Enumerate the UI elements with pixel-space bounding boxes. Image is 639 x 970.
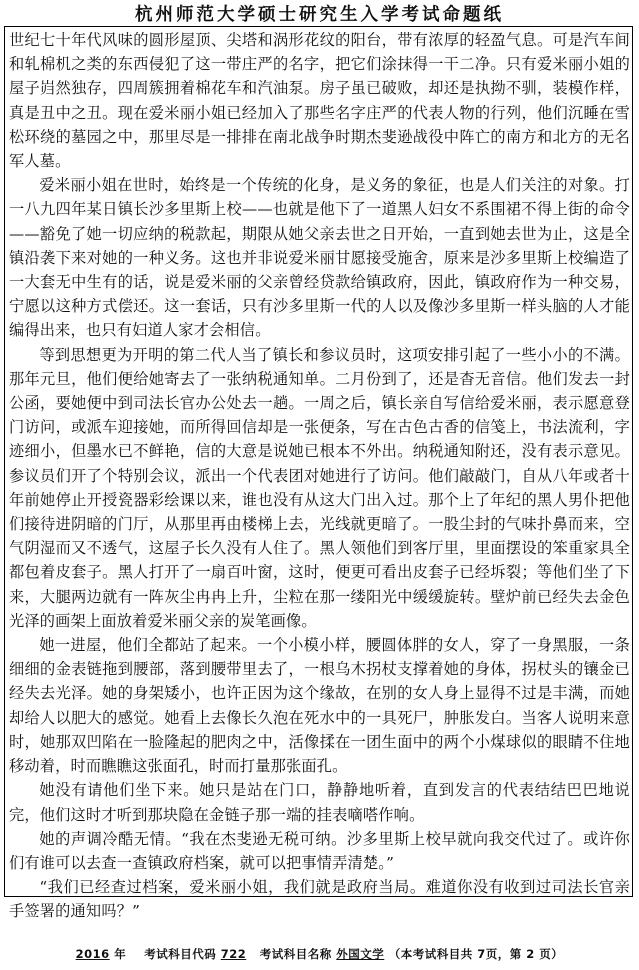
paragraph-2: 爱米丽小姐在世时，始终是一个传统的化身，是义务的象征，也是人们关注的对象。打一八九四年某日镇长沙多里斯上校——也就是他下了一道黑人妇女不系围裙不得上街的命令——豁免了她一切应纳的税款起，期限从她父亲去世之日开始，一直到她去世为止，这是全镇沿袭下来对她的一种义务。这也并非说爱米丽甘愿接受施舍，原来是沙多里斯上校编造了一大套无中生有的话，说是爱米丽的父亲曾经贷款给镇政府，因此，镇政府作为一种交易，宁愿以这种方式偿还。这一套话，只有沙多里斯一代的人以及像沙多里斯一样头脑的人才能编得出来，也只有妇道人家才会相信。 xyxy=(9,176,630,340)
paragraph-5: 她没有请他们坐下来。她只是站在门口，静静地听着，直到发言的代表结结巴巴地说完，他们这时才听到那块隐在金链子那一端的挂表嘀嗒作响。 xyxy=(9,781,630,824)
exam-paper-title: 杭州师范大学硕士研究生入学考试命题纸 xyxy=(135,5,504,25)
paragraph-4: 她一进屋，他们全都站了起来。一个小模小样，腰圆体胖的女人，穿了一身黑服，一条细细的金表链拖到腰部，落到腰带里去了，一根乌木拐杖支撑着她的身体，拐杖头的镶金已经失去光泽。她的身架矮小，也许正因为这个缘故，在别的女人身上显得不过是丰满，而她却给人以肥大的感觉。她看上去像长久泡在死水中的一具死尸，肿胀发白。当客人说明来意时，她那双凹陷在一脸隆起的肥肉之中，活像揉在一团生面中的两个小煤球似的眼睛不住地移动着，时而瞧瞧这张面孔，时而打量那张面孔。 xyxy=(9,636,630,776)
subject-code-label: 考试科目代码 xyxy=(144,947,217,961)
subject-code: 722 xyxy=(220,947,247,961)
paragraph-3: 等到思想更为开明的第二代人当了镇长和参议员时，这项安排引起了一些小小的不满。那年元旦，他们便给她寄去了一张纳税通知单。二月份到了，还是杳无音信。他们发去一封公函，要她便中到司法长官办公处去一趟。一周之后，镇长亲自写信给爱米丽，表示愿意登门访问，或派车迎接她，而所得回信却是一张便条，写在古色古香的信笺上，书法流利，字迹细小，但墨水已不鲜艳，信的大意是说她已根本不外出。纳税通知附还，没有表示意见。参议员们开了个特别会议，派出一个代表团对她进行了访问。他们敲敲门，自从八年或者十年前她停止开授瓷器彩绘课以来，谁也没有从这大门出入过。那个上了年纪的黑人男仆把他们接待进阴暗的门厅，从那里再由楼梯上去，光线就更暗了。一股尘封的气味扑鼻而来，空气阴湿而又不透气，这屋子长久没有人住了。黑人领他们到客厅里，里面摆设的笨重家具全都包着皮套子。黑人打开了一扇百叶窗，这时，便更可看出皮套子已经坼裂；等他们坐了下来，大腿两边就有一阵灰尘冉冉上升，尘粒在那一缕阳光中缓缓旋转。壁炉前已经失去金色光泽的画架上面放着爱米丽父亲的炭笔画像。 xyxy=(9,345,630,630)
paragraph-1: 世纪七十年代风味的圆形屋顶、尖塔和涡形花纹的阳台，带有浓厚的轻盈气息。可是汽车间和轧棉机之类的东西侵犯了这一带庄严的名字，把它们涂抹得一干二净。只有爱米丽小姐的屋子岿然独存，四周簇拥着棉花车和汽油泵。房子虽已破败，却还是执拗不驯，装模作样，真是丑中之丑。现在爱米丽小姐已经加入了那些名字庄严的代表人物的行列，他们沉睡在雪松环绕的墓园之中，那里尽是一排排在南北战争时期杰斐逊战役中阵亡的南方和北方的无名军人墓。 xyxy=(9,31,630,171)
page-count: （本考试科目共 7页，第 2 页） xyxy=(388,947,564,961)
exam-year: 2016 xyxy=(75,947,110,961)
paragraph-6: 她的声调冷酷无情。“我在杰斐逊无税可纳。沙多里斯上校早就向我交代过了。或许你们有谁可以去查一查镇政府档案，就可以把事情弄清楚。” xyxy=(9,829,630,872)
subject-name-label: 考试科目名称 xyxy=(259,947,332,961)
passage-text xyxy=(9,28,630,924)
paragraph-7: “我们已经查过档案，爱米丽小姐，我们就是政府当局。难道你没有收到过司法长官亲手签署的通知吗？” xyxy=(9,878,630,921)
subject-name: 外国文学 xyxy=(336,947,385,961)
page-footer xyxy=(0,946,639,962)
exam-year-suffix: 年 xyxy=(114,947,127,961)
